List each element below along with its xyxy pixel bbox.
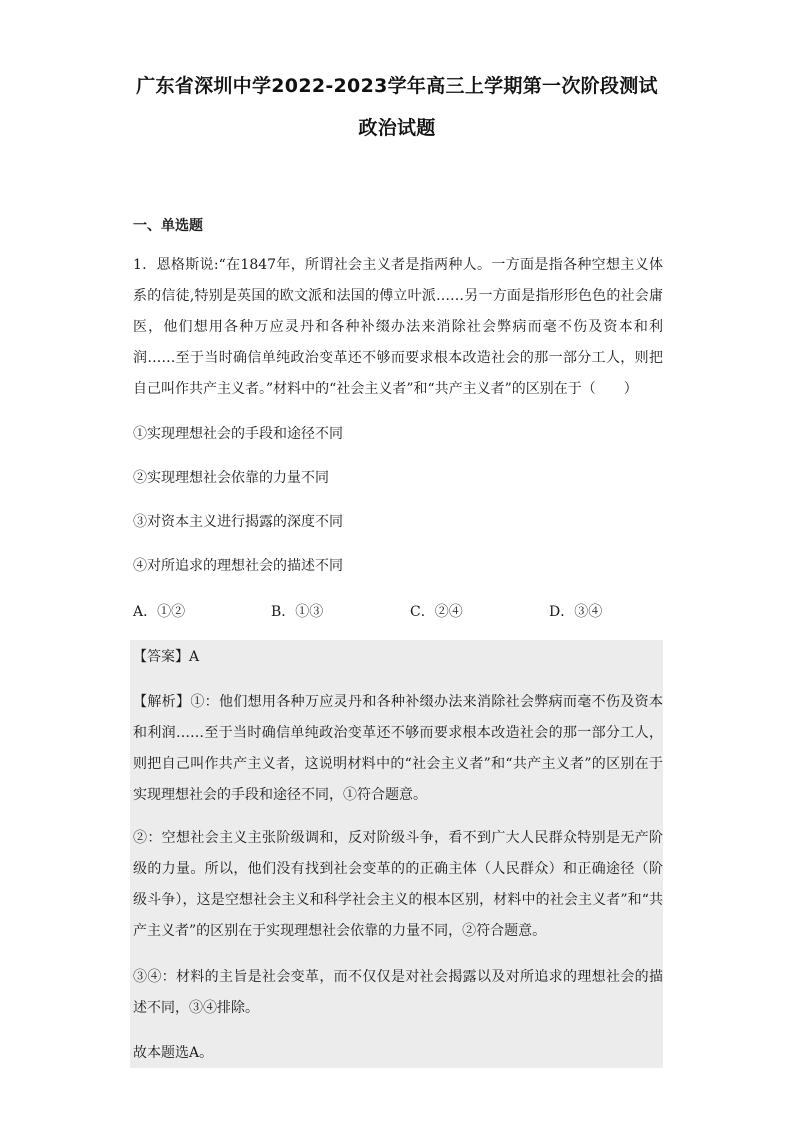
statement-4: ④对所追求的理想社会的描述不同 [133,558,343,574]
section-heading: 一、单选题 [133,218,203,234]
choice-c: C．②④ [410,604,463,620]
choice-b: B．①③ [271,604,324,620]
choice-a: A．①② [133,604,186,620]
analysis-paragraph-1: 【解析】①：他们想用各种万应灵丹和各种补缀办法来消除社会弊病而毫不伤及资本和利润……至于当时确信单纯政治变革还不够而要求根本改造社会的那一部分工人，则把自己叫作共产主义者，这说明材料中的“社会主义者”和“共产主义者”的区别在于实现理想社会的手段和途径不同，①符合题意。 [133,694,663,803]
answer-conclusion: 故本题选A。 [133,1045,214,1061]
answer-line: 【答案】A [133,649,200,665]
choice-d: D．③④ [549,604,603,620]
statement-1: ①实现理想社会的手段和途径不同 [133,426,343,442]
statement-3: ③对资本主义进行揭露的深度不同 [133,514,343,530]
question-stem: 1．恩格斯说:“在1847年，所谓社会主义者是指两种人。一方面是指各种空想主义体系的信徒,特别是英国的欧文派和法国的傅立叶派……另一方面是指形形色色的社会庸医，他们想用各种万应灵丹和各种补缀办法来消除社会弊病而毫不伤及资本和利润……至于当时确信单纯政治变革还不够而要求根本改造社会的那一部分工人，则把自己叫作共产主义者。”材料中的“社会主义者”和“共产主义者”的区别在于（ ） [133,257,663,397]
page-title: 广东省深圳中学2022-2023学年高三上学期第一次阶段测试 [136,75,658,97]
statement-2: ②实现理想社会依靠的力量不同 [133,470,329,486]
analysis-paragraph-3: ③④：材料的主旨是社会变革，而不仅仅是对社会揭露以及对所追求的理想社会的描述不同，③④排除。 [133,969,663,1016]
page-subtitle: 政治试题 [358,117,436,139]
analysis-paragraph-2: ②：空想社会主义主张阶级调和，反对阶级斗争，看不到广大人民群众特别是无产阶级的力量。所以，他们没有找到社会变革的的正确主体（人民群众）和正确途径（阶级斗争），这是空想社会主义和科学社会主义的根本区别，材料中的社会主义者”和“共产主义者”的区别在于实现理想社会依靠的力量不同，②符合题意。 [133,830,663,939]
